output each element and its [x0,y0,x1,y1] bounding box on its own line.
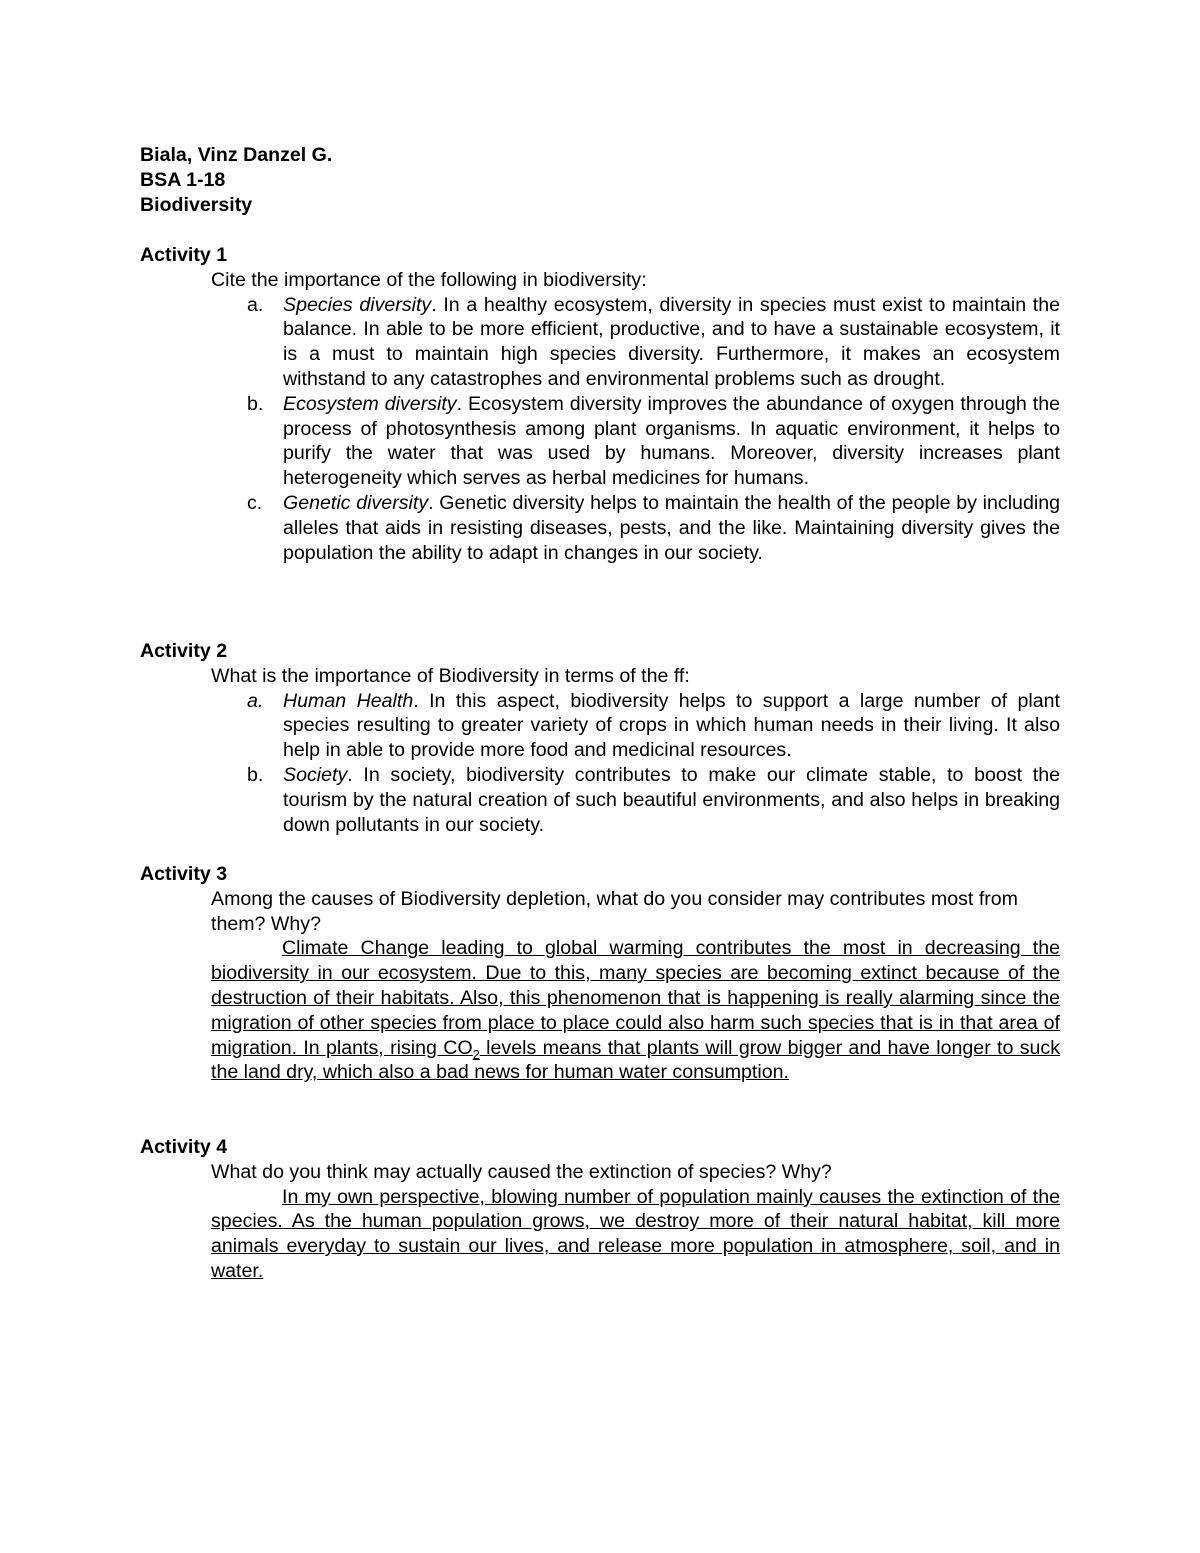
activity-3-title: Activity 3 [140,863,228,885]
list-marker: a. [247,689,264,712]
list-marker: b. [247,392,264,415]
activity-1-title: Activity 1 [140,244,228,266]
item-term: Genetic diversity [283,491,429,514]
item-text: . In society, biodiversity contributes to make our climate stable, to boost the tourism by the natural creation of such beautiful environments, and also helps in breaking down pollutants in our society. [283,763,1060,836]
activity-4-title: Activity 4 [140,1136,228,1158]
activity-4-answer: In my own perspective, blowing number of population mainly causes the extinction of the species. As the human population grows, we destroy more of their natural habitat, kill more animals everyday to sustain our lives, and release more population in atmosphere, soil, and in water. [211,1185,1060,1282]
activity-3-answer [211,936,1060,1085]
list-item [140,689,1060,763]
student-name: Biala, Vinz Danzel G. [140,144,333,166]
item-text: . Ecosystem diversity improves the abundance of oxygen through the process of photosynthesis among plant organisms. In aquatic environment, it helps to purify the water that was used by humans. Moreover, diversity increases plant heterogeneity which serves as herbal medicines for humans. [283,392,1060,490]
answer-text: Climate Change leading to global warming contributes the most in decreasing the biodiversity in our ecosystem. Due to this, many species are becoming extinct because of the destruction of their habitats. Also, this phenomenon that is happening is really alarming since the migration of other species from place to place could also harm such species that is in that area of migration. In plants, rising CO [211,937,1060,1059]
activity-3-question: Among the causes of Biodiversity depletion, what do you consider may contributes most from them? Why? [211,887,1019,935]
list-item [140,392,1060,491]
item-term: Human Health [283,689,414,712]
activity-2-question: What is the importance of Biodiversity in terms of the ff: [211,664,690,687]
activity-4-question: What do you think may actually caused the extinction of species? Why? [211,1160,832,1183]
document-subject: Biodiversity [140,193,253,216]
list-item [140,491,1060,565]
list-marker: c. [247,491,263,514]
student-section: BSA 1-18 [140,168,226,191]
list-marker: a. [247,293,264,316]
item-term: Ecosystem diversity [283,392,457,415]
activity-2-list [140,689,1060,838]
activity-4 [140,1135,1060,1284]
activity-1-list [140,293,1060,566]
item-text: . Genetic diversity helps to maintain the health of the people by including alleles that aids in resisting diseases, pests, and the like. Maintaining diversity gives the population the ability to adapt in changes in our society. [283,491,1060,564]
item-text: . In this aspect, biodiversity helps to support a large number of plant species resulting to greater variety of crops in which human needs in their living. It also help in able to provide more food and medicinal resources. [283,689,1060,762]
item-term: Species diversity [283,293,432,316]
subscript-2: 2 [472,1046,480,1062]
list-item [140,763,1060,837]
item-text: . In a healthy ecosystem, diversity in species must exist to maintain the balance. In able to be more efficient, productive, and to have a sustainable ecosystem, it is a must to maintain high species diversity. Furthermore, it makes an ecosystem withstand to any catastrophes and environmental problems such as drought. [283,293,1060,390]
list-marker: b. [247,763,264,786]
activity-1 [140,243,1060,565]
item-term: Society [283,763,348,786]
activity-2 [140,639,1060,837]
list-item [140,293,1060,392]
answer-text-continued: levels means that plants will grow bigger and have longer to suck the land dry, which also a bad news for human water consumption. [211,1036,1060,1084]
document-header [140,143,332,217]
activity-3 [140,862,1060,1085]
activity-1-question: Cite the importance of the following in biodiversity: [211,268,647,291]
activity-2-title: Activity 2 [140,640,228,662]
